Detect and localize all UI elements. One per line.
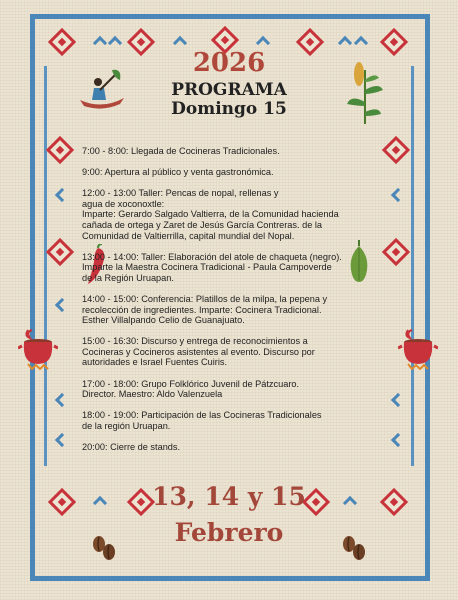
border-chevron [55, 188, 69, 202]
border-diamond [382, 238, 410, 266]
schedule-item: 20:00: Cierre de stands. [82, 441, 181, 452]
schedule-item: 17:00 - 18:00: Grupo Folklórico Juvenil de Pátzcuaro. Director. Maestro: Aldo Valenzuela [82, 378, 300, 400]
schedule-item: 7:00 - 8:00: Llegada de Cocineras Tradicionales. [82, 146, 280, 156]
border-diamond [46, 136, 74, 164]
border-bottom [30, 576, 430, 581]
program-day: Domingo 15 [171, 99, 287, 119]
border-chevron [391, 188, 405, 202]
border-diamond [46, 238, 74, 266]
schedule-item: 13:00 - 14:00: Taller: Elaboración del atole de chaqueta (negro). Imparte la Maestra Cocinera Tradicional - Paula Campoverde de la Región Uruapan. [82, 251, 342, 283]
border-chevron [391, 433, 405, 447]
schedule-item: 18:00 - 19:00: Participación de las Cocineras Tradicionales de la región Uruapan. [82, 410, 322, 431]
border-chevron [391, 393, 405, 407]
clay-pot-icon [18, 328, 58, 370]
border-inner-right [411, 66, 414, 466]
event-year: 2026 [192, 48, 266, 78]
schedule-item: 15:00 - 16:30: Discurso y entrega de reconocimientos a Cocineras y Cocineros asistentes al evento. Discurso por autoridades e Israel Fuentes Cuiris. [82, 336, 315, 368]
event-month: Febrero [174, 518, 284, 547]
border-top [30, 14, 430, 19]
border-diamond [382, 136, 410, 164]
event-dates: 13, 14 y 15 [152, 482, 306, 511]
border-chevron [55, 393, 69, 407]
schedule-item: 12:00 - 13:00 Taller: Pencas de nopal, rellenas y agua de xoconoxtle: Imparte: Gerardo Salgado Valtierra, de la Comunidad hacienda cañada de ortega y Zaret de Jesús García Contreras. de la Comunidad de Valtierrilla, capital mundial del Nopal. [82, 188, 339, 241]
border-chevron [55, 433, 69, 447]
program-title: PROGRAMA [171, 80, 287, 100]
border-inner-top [44, 66, 47, 466]
schedule-item: 9:00: Apertura al público y venta gastronómica. [82, 167, 274, 178]
clay-pot-icon [398, 328, 438, 370]
schedule-item: 14:00 - 15:00: Conferencia: Platillos de la milpa, la pepena y recolección de ingredientes. Imparte: Cocinera Tradicional. Esther Villalpando Celio de Guanajuato. [82, 293, 328, 326]
border-chevron [55, 298, 69, 312]
schedule-list [82, 146, 380, 463]
